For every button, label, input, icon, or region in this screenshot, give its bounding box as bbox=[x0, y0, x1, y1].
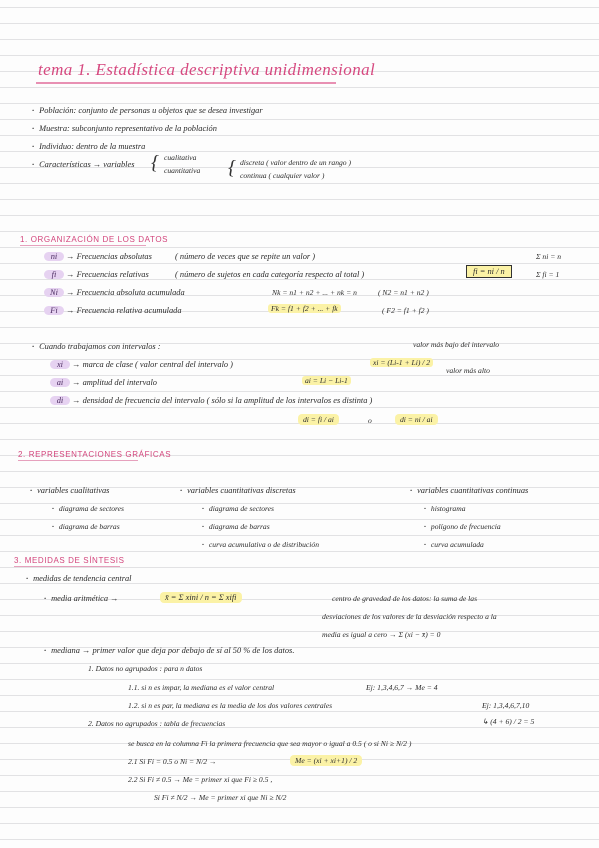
mediana-p21-formula: Me = (xi + xi+1) / 2 bbox=[290, 755, 362, 766]
symbol-di: di bbox=[50, 396, 70, 405]
symbol-ai: ai bbox=[50, 378, 70, 387]
mediana-p2-detail: se busca en la columna Fi la primera frecuencia que sea mayor o igual a 0.5 ( o si Ni ≥ N/2 ) bbox=[128, 739, 412, 748]
valor-bajo-note: valor más bajo del intervalo bbox=[413, 340, 500, 349]
row-xi-text: → marca de clase ( valor central del intervalo ) bbox=[72, 360, 233, 369]
row-Fi-name: Frecuencia relativa acumulada bbox=[76, 306, 182, 315]
section-2-underline bbox=[18, 460, 138, 461]
mediana-p1: 1. Datos no agrupados : para n datos bbox=[88, 664, 203, 673]
cg-line-1: centro de gravedad de los datos: la suma de las bbox=[332, 594, 478, 603]
col2-item-1: · diagrama de sectores bbox=[202, 504, 274, 513]
row-xi bbox=[50, 360, 233, 369]
row-Ni-example: ( N2 = n1 + n2 ) bbox=[378, 288, 429, 297]
var-discreta: discreta ( valor dentro de un rango ) bbox=[240, 158, 352, 167]
col3-item-3: · curva acumulada bbox=[424, 540, 484, 549]
symbol-Ni: Ni bbox=[44, 288, 64, 297]
xi-formula: xi = (Li-1 + Li) / 2 bbox=[370, 358, 433, 367]
cg-line-3: media es igual a cero → Σ (xi − x̄) = 0 bbox=[322, 630, 441, 639]
var-cuantitativa: cuantitativa bbox=[164, 166, 201, 175]
col1-head: · variables cualitativas bbox=[30, 486, 109, 495]
brace-variables: { bbox=[151, 152, 159, 174]
di-formula-ni: di = ni / ai bbox=[395, 414, 438, 425]
mediana-p23: Si Fi ≠ N/2 → Me = primer xi que Ni ≥ N/2 bbox=[154, 793, 287, 802]
section-1-heading: 1. ORGANIZACIÓN DE LOS DATOS bbox=[20, 235, 169, 244]
symbol-xi: xi bbox=[50, 360, 70, 369]
row-ni: ni → Frecuencias absolutas bbox=[44, 252, 152, 261]
sum-fi: Σ fi = 1 bbox=[536, 270, 560, 279]
row-Fi: Fi → Frecuencia relativa acumulada bbox=[44, 306, 182, 315]
media-formula: x̄ = Σ xini / n = Σ xifi bbox=[160, 592, 242, 603]
row-fi: fi → Frecuencias relativas bbox=[44, 270, 149, 279]
mediana-p12-ej: Ej: 1,3,4,6,7,10 bbox=[482, 701, 530, 710]
mediana-p11-ej: Ej: 1,3,4,6,7 → Me = 4 bbox=[366, 683, 438, 692]
row-di-text: → densidad de frecuencia del intervalo ( sólo si la amplitud de los intervalos es distinta ) bbox=[72, 396, 373, 405]
col3-item-1: · histograma bbox=[424, 504, 466, 513]
di-formula-fi: di = fi / ai bbox=[298, 414, 339, 425]
def-muestra: · Muestra: subconjunto representativo de la población bbox=[32, 124, 217, 133]
mediana-p2: 2. Datos no agrupados : tabla de frecuencias bbox=[88, 719, 226, 728]
def-individuo: · Individuo: dentro de la muestra bbox=[32, 142, 145, 151]
sum-ni: Σ ni = n bbox=[536, 252, 562, 261]
row-ai bbox=[50, 378, 157, 387]
mediana-p12: 1.2. si n es par, la mediana es la media de los dos valores centrales bbox=[128, 701, 333, 710]
media-label: · media aritmética → bbox=[44, 594, 119, 603]
def-poblacion: · Población: conjunto de personas u objetos que se desea investigar bbox=[32, 106, 263, 115]
symbol-ni: ni bbox=[44, 252, 64, 261]
row-ni-name: Frecuencias absolutas bbox=[76, 252, 152, 261]
col1-item-1: · diagrama de sectores bbox=[52, 504, 124, 513]
title-underline bbox=[36, 82, 336, 84]
ai-formula: ai = Li − Li-1 bbox=[302, 376, 351, 385]
row-ai-text: → amplitud del intervalo bbox=[72, 378, 157, 387]
row-Fi-example: ( F2 = f1 + f2 ) bbox=[382, 306, 429, 315]
section-3-underline bbox=[14, 566, 120, 567]
cg-line-2: desviaciones de los valores de la desviación respecto a la bbox=[322, 612, 497, 621]
col2-item-2: · diagrama de barras bbox=[202, 522, 270, 531]
col3-item-2: · polígono de frecuencia bbox=[424, 522, 501, 531]
row-fi-name: Frecuencias relativas bbox=[76, 270, 149, 279]
row-di bbox=[50, 396, 372, 405]
def-caracteristicas: · Características → variables bbox=[32, 160, 134, 169]
mediana-p22: 2.2 Si Fi ≠ 0.5 → Me = primer xi que Fi ≥ 0.5 , bbox=[128, 775, 273, 784]
fi-formula-box: fi = ni / n bbox=[466, 265, 512, 278]
page-title: tema 1. Estadística descriptiva unidimensional bbox=[38, 60, 376, 79]
col2-head: · variables cuantitativas discretas bbox=[180, 486, 296, 495]
di-or: o bbox=[368, 416, 372, 425]
row-ni-desc: ( número de veces que se repite un valor ) bbox=[175, 252, 316, 261]
mediana-p11: 1.1. si n es impar, la mediana es el valor central bbox=[128, 683, 275, 692]
valor-alto-note: valor más alto bbox=[446, 366, 490, 375]
col1-item-2: · diagrama de barras bbox=[52, 522, 120, 531]
mediana-def: · mediana → primer valor que deja por debajo de sí al 50 % de los datos. bbox=[44, 646, 294, 655]
intervals-intro: · Cuando trabajamos con intervalos : bbox=[32, 342, 161, 351]
row-Fi-formula: Fk = f1 + f2 + ... + fk bbox=[268, 304, 341, 313]
section-3-heading: 3. MEDIDAS DE SÍNTESIS bbox=[14, 556, 125, 565]
row-Ni-formula: Nk = n1 + n2 + ... + nk = n bbox=[272, 288, 357, 297]
symbol-fi: fi bbox=[44, 270, 64, 279]
tendencia-central: · medidas de tendencia central bbox=[26, 574, 131, 583]
row-Ni-name: Frecuencia absoluta acumulada bbox=[76, 288, 185, 297]
mediana-p12-res: ↳ (4 + 6) / 2 = 5 bbox=[482, 717, 535, 726]
mediana-p21: 2.1 Si Fi = 0.5 o Ni = N/2 → bbox=[128, 757, 217, 766]
section-2-heading: 2. REPRESENTACIONES GRÁFICAS bbox=[18, 450, 172, 459]
row-fi-desc: ( número de sujetos en cada categoría respecto al total ) bbox=[175, 270, 365, 279]
row-Ni: Ni → Frecuencia absoluta acumulada bbox=[44, 288, 185, 297]
symbol-Fi: Fi bbox=[44, 306, 64, 315]
var-continua: continua ( cualquier valor ) bbox=[240, 171, 325, 180]
col3-head: · variables cuantitativas continuas bbox=[410, 486, 528, 495]
section-1-underline bbox=[20, 245, 146, 246]
brace-cuantitativa: { bbox=[228, 157, 236, 179]
var-cualitativa: cualitativa bbox=[164, 153, 197, 162]
col2-item-3: · curva acumulativa o de distribución bbox=[202, 540, 319, 549]
